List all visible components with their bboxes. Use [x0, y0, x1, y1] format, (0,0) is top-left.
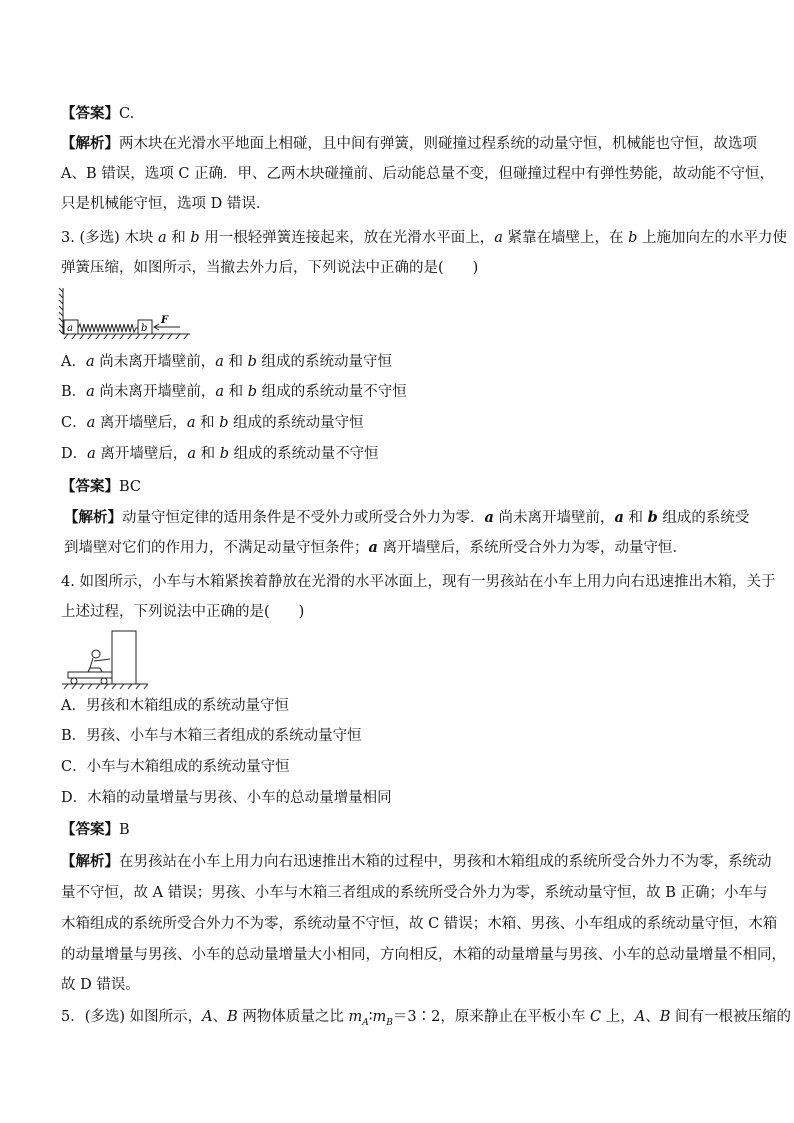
- q4-answer-line: [61, 820, 130, 840]
- var-a: a: [187, 446, 197, 462]
- answer-value: B: [119, 822, 130, 838]
- stem-text: ＝3∶2，原来静止在平板小车: [392, 1009, 590, 1025]
- stem-text: 用一根轻弹簧连接起来，放在光滑水平面上，: [199, 230, 495, 246]
- var-a: a: [494, 230, 503, 246]
- analysis-text: 离开墙壁后，系统所受合外力为零，动量守恒．: [377, 540, 688, 556]
- var-b: b: [219, 446, 230, 462]
- q3-stem-line-1: [61, 228, 787, 248]
- option-text: 组成的系统动量不守恒: [257, 384, 407, 400]
- option-letter: C．: [61, 415, 87, 431]
- analysis-text: 组成的系统受: [657, 510, 750, 526]
- option-text: 尚未离开墙壁前，: [94, 384, 216, 400]
- analysis-text: 动量守恒定律的适用条件是不受外力或所受合外力为零．: [122, 510, 485, 526]
- var-b: b: [219, 415, 229, 431]
- option-text: 离开墙壁后，: [95, 415, 187, 431]
- stem-text: 上施加向左的水平力使: [637, 230, 788, 246]
- q4-analysis-line-5: 故 D 错误。: [61, 977, 140, 993]
- option-text: 和: [196, 446, 220, 462]
- wall-hatch: [59, 288, 63, 334]
- stem-text: 和: [166, 230, 191, 246]
- option-text: 和: [224, 384, 248, 400]
- q4-stem-line-1: 4. 如图所示，小车与木箱紧挨着静放在光滑的水平冰面上，现有一男孩站在小车上用力向右迅速推出木箱，关于: [61, 574, 776, 590]
- var-a: a: [87, 446, 96, 462]
- q4-option-d: D．木箱的动量增量与男孩、小车的总动量增量相同: [61, 790, 392, 806]
- mass-subscript-B: B: [386, 1017, 393, 1028]
- var-b: b: [247, 354, 257, 370]
- answer-value: C.: [119, 106, 135, 122]
- q4-option-c: C．小车与木箱组成的系统动量守恒: [61, 759, 290, 775]
- analysis-text: 和: [623, 510, 648, 526]
- q2-analysis-line-3: 只是机械能守恒，选项 D 错误．: [61, 196, 271, 212]
- var-b: b: [247, 384, 258, 400]
- q2-analysis-line-1: [61, 134, 757, 154]
- ratio-colon: ∶: [368, 1009, 373, 1025]
- option-text: 和: [223, 354, 248, 370]
- answer-value: BC: [119, 479, 142, 495]
- stem-text: 紧靠在墙壁上，在: [502, 230, 629, 246]
- var-a: a: [215, 354, 224, 370]
- q3-answer-line: [61, 477, 141, 497]
- q4-analysis-line-3: 木箱组成的系统所受合外力不为零，系统动量不守恒，故 C 错误；木箱、男孩、小车组成的系统动量守恒，木箱: [61, 916, 778, 932]
- option-text: 组成的系统动量守恒: [228, 415, 364, 431]
- option-text: 组成的系统动量不守恒: [229, 446, 379, 462]
- answer-tag: 【答案】: [61, 105, 119, 122]
- analysis-text: 两木块在光滑水平地面上相碰，且中间有弹簧，则碰撞过程系统的动量守恒，机械能也守恒，故选项: [119, 136, 757, 152]
- q4-option-a: A．男孩和木箱组成的系统动量守恒: [61, 698, 289, 714]
- analysis-text: 到墙壁对它们的作用力，不满足动量守恒条件；: [64, 540, 369, 556]
- var-a: a: [86, 415, 96, 431]
- q4-option-b: B．男孩、小车与木箱三者组成的系统动量守恒: [61, 728, 362, 744]
- var-A: A: [634, 1009, 646, 1025]
- boy-legs: [88, 668, 102, 672]
- q3-stem-line-2: 弹簧压缩，如图所示，当撤去外力后，下列说法中正确的是( ): [61, 260, 479, 276]
- cart-wheel-right: [101, 678, 107, 684]
- answer-tag: 【答案】: [61, 478, 119, 495]
- q3-analysis-line-2: [64, 538, 687, 558]
- var-a: a: [85, 354, 95, 370]
- analysis-text: 尚未离开墙壁前，: [493, 510, 615, 526]
- analysis-text: 在男孩站在小车上用力向右迅速推出木箱的过程中，男孩和木箱组成的系统所受合外力不为零，系统动: [119, 854, 772, 870]
- var-B: B: [659, 1009, 671, 1025]
- cart-wheel-left: [71, 678, 77, 684]
- separator: 、: [212, 1009, 228, 1025]
- stem-text: 上，: [601, 1009, 635, 1025]
- ground-hatch: [64, 334, 188, 339]
- spring-blocks-figure: [58, 284, 198, 340]
- var-a: a: [368, 539, 378, 556]
- q3-option-d: [61, 444, 379, 464]
- stem-text: 3. (多选) 木块: [61, 230, 158, 246]
- q4-analysis-line-1: [61, 852, 772, 872]
- q5-stem-line-1: [61, 1007, 791, 1033]
- boy-body: [90, 658, 100, 668]
- var-a: a: [215, 384, 225, 400]
- stem-text: 5．(多选) 如图所示，: [61, 1009, 203, 1025]
- option-letter: A．: [61, 354, 86, 370]
- analysis-tag: 【解析】: [61, 853, 119, 870]
- force-label: F: [161, 315, 169, 326]
- var-a: a: [186, 415, 196, 431]
- boy-cart-box-figure: [60, 628, 150, 690]
- stem-text: 间有一根被压缩的: [670, 1009, 791, 1025]
- q3-option-c: [61, 413, 364, 433]
- q2-answer-line: [61, 104, 134, 124]
- q2-analysis-line-2: A、B 错误，选项 C 正确．甲、乙两木块碰撞前、后动能总量不变，但碰撞过程中有弹性势能，故动能不守恒，: [61, 166, 775, 182]
- stem-text: 两物体质量之比: [237, 1009, 349, 1025]
- option-letter: B．: [61, 384, 87, 400]
- answer-tag: 【答案】: [61, 821, 119, 838]
- var-a: a: [614, 509, 624, 526]
- q4-analysis-line-2: 量不守恒，故 A 错误；男孩、小车与木箱三者组成的系统所受合外力为零，系统动量守恒，故 B 正确；小车与: [61, 885, 768, 901]
- wooden-box: [112, 631, 136, 684]
- var-b: b: [628, 230, 638, 246]
- option-text: 组成的系统动量守恒: [256, 354, 393, 370]
- var-C: C: [589, 1009, 602, 1025]
- q3-option-b: [61, 382, 407, 402]
- option-text: 和: [195, 415, 220, 431]
- option-text: 离开墙壁后，: [95, 446, 188, 462]
- option-text: 尚未离开墙壁前，: [94, 354, 216, 370]
- q3-option-a: [61, 352, 392, 372]
- q3-analysis-line-1: [64, 508, 749, 528]
- var-A: A: [202, 1009, 213, 1025]
- block-a-label: a: [67, 323, 73, 334]
- var-a: a: [157, 230, 167, 246]
- cart-body: [68, 672, 112, 678]
- option-letter: D．: [61, 446, 88, 462]
- q4-stem-line-2: 上述过程，下列说法中正确的是( ): [61, 604, 305, 620]
- mass-symbol: m: [348, 1009, 363, 1025]
- q4-analysis-line-4: 的动量增量与男孩、小车的总动量增量大小相同，方向相反，木箱的动量增量与男孩、小车的总动量增量不相同，: [61, 947, 786, 963]
- mass-symbol: m: [372, 1009, 387, 1025]
- var-b: b: [190, 230, 200, 246]
- mass-subscript-A: A: [362, 1017, 369, 1028]
- boy-arm: [94, 659, 110, 661]
- boy-head: [92, 650, 100, 658]
- var-b: b: [647, 509, 658, 526]
- spring: [78, 324, 138, 332]
- block-b-label: b: [141, 323, 148, 334]
- var-B: B: [227, 1009, 238, 1025]
- var-a: a: [484, 509, 494, 526]
- analysis-tag: 【解析】: [64, 509, 122, 526]
- analysis-tag: 【解析】: [61, 135, 119, 152]
- var-a: a: [86, 384, 95, 400]
- ice-hatch: [64, 684, 148, 689]
- separator: 、: [645, 1009, 660, 1025]
